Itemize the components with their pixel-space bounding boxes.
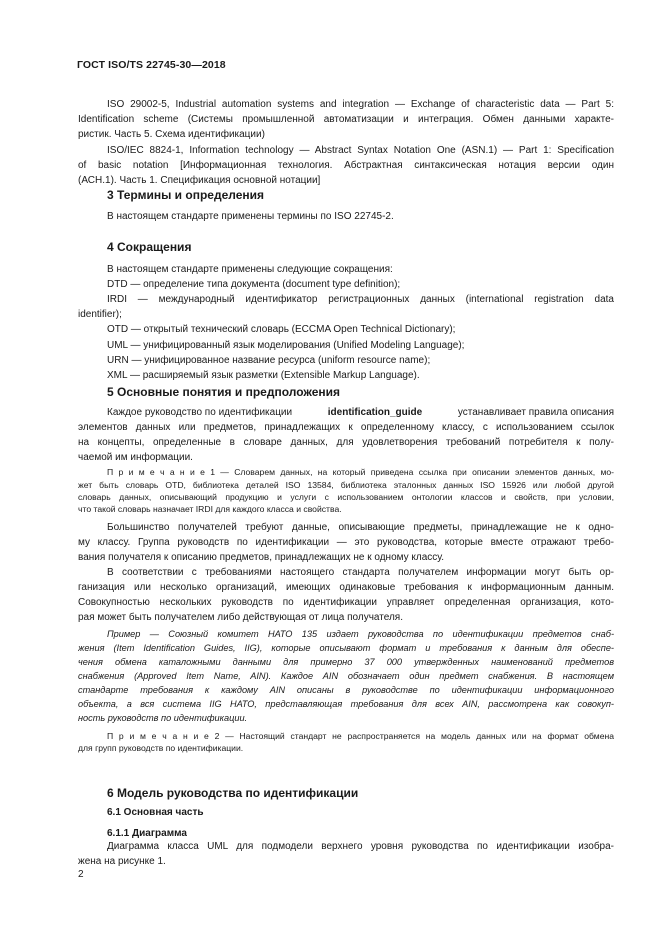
note-2-line: П р и м е ч а н и е 2 — Настоящий стандарт не распространяется на модель данных или на формат обмена [107, 731, 614, 741]
abbreviations-intro: В настоящем стандарте применены следующие сокращения: [107, 264, 393, 275]
reference-line: ристик. Часть 5. Схема идентификации) [78, 129, 265, 140]
section-4-heading: 4 Сокращения [107, 240, 192, 254]
abbreviation-uml: UML — унифицированный язык моделирования (Unified Modeling Language); [107, 340, 465, 351]
paragraph-line: Большинство получателей требуют данные, описывающие предметы, принадлежащие не к одно- [107, 522, 614, 533]
section-3-heading: 3 Термины и определения [107, 188, 265, 202]
reference-line: ISO 29002-5, Industrial automation systems and integration — Exchange of characteristic data — Part 5: [107, 99, 614, 110]
example-line: Пример — Союзный комитет НАТО 135 издает руководства по идентификации предметов снаб- [107, 629, 614, 639]
paragraph-line: вания получателя к описанию предметов, принадлежащих не к одному классу. [78, 552, 445, 563]
paragraph-line: Совокупностью нескольких руководств по идентификации управляет определенная организация, кото- [78, 597, 614, 608]
note-2-line: для групп руководств по идентификации. [78, 743, 244, 753]
paragraph-line: элементов данных или предметов, принадлежащих к определенному классу, с использованием ссылок [78, 422, 614, 433]
section-5-heading: 5 Основные понятия и предположения [107, 385, 341, 399]
document-header: ГОСТ ISO/TS 22745-30—2018 [77, 59, 226, 71]
abbreviation-otd: OTD — открытый технический словарь (ECCMA Open Technical Dictionary); [107, 324, 456, 335]
page-number: 2 [78, 869, 84, 880]
reference-line: of basic notation [Информационная технология. Абстрактная синтаксическая нотация версии один [78, 160, 614, 171]
reference-line: (АСН.1). Часть 1. Спецификация основной нотации] [78, 175, 321, 186]
paragraph-text: Каждое руководство по идентификации [107, 407, 293, 418]
paragraph-line: чаемой им информации. [78, 452, 193, 463]
abbreviation-urn: URN — унифицированное название ресурса (uniform resource name); [107, 355, 431, 366]
paragraph-text: устанавливает правила описания [457, 407, 614, 418]
example-line: ность руководств по идентификации. [78, 713, 248, 723]
paragraph-line: Диаграмма класса UML для подмодели верхнего уровня руководства по идентификации изобра- [107, 841, 614, 852]
note-1-line: жет быть словарь OTD, библиотека деталей ISO 13584, библиотека эталонных данных ISO 15926 или любой другой [78, 480, 614, 490]
paragraph-line [107, 405, 614, 420]
abbreviation-irdi: IRDI — международный идентификатор регистрационных данных (international registration data [107, 294, 614, 305]
term-identification-guide: identification_guide [327, 407, 423, 418]
example-line: чения обмена каталожными данными для примерно 37 000 утвержденных наименований предметов [78, 657, 614, 667]
example-line: снабжения (Approved Item Name, AIN). Каждое AIN обозначает один предмет снабжения. В настоящем [78, 671, 614, 681]
note-1-line: П р и м е ч а н и е 1 — Словарем данных, на который приведена ссылка при описании элементов данных, мо- [107, 467, 614, 477]
paragraph-line: ганизация или несколько организаций, имеющих одинаковые требования к информационным данным. [78, 582, 614, 593]
paragraph-line: на концепты, определенные в словаре данных, для удовлетворения требований потребителя к полу- [78, 437, 614, 448]
abbreviation-irdi-cont: identifier); [78, 309, 122, 320]
paragraph-line: му классу. Группа руководств по идентификации — это руководства, которые вместе отражают требо- [78, 537, 614, 548]
paragraph-line: В соответствии с требованиями настоящего стандарта получателем информации могут быть ор- [107, 567, 614, 578]
example-line: жения (Item Identification Guides, IIG), которые описывают формат и требования к данным для обеспе- [78, 643, 614, 653]
reference-line: Identification scheme (Системы промышленной автоматизации и интеграция. Обмен данными характе- [78, 114, 614, 125]
section-6-heading: 6 Модель руководства по идентификации [107, 786, 359, 800]
reference-line: ISO/IEC 8824-1, Information technology — Abstract Syntax Notation One (ASN.1) — Part 1: Specification [107, 145, 614, 156]
paragraph-line: рая может быть получателем либо действующая от лица получателя. [78, 612, 403, 623]
abbreviation-dtd: DTD — определение типа документа (document type definition); [107, 279, 401, 290]
note-1-line: что такой словарь назначает IRDI для каждого класса и свойства. [78, 504, 342, 514]
section-3-text: В настоящем стандарте применены термины по ISO 22745-2. [107, 211, 394, 222]
example-line: стандарте требования к каждому AIN описаны в руководстве по идентификации информационного [78, 685, 614, 695]
example-line: объекта, а вся система IIG НАТО, представляющая требования для всех AIN, рассмотрена как совокуп- [78, 699, 614, 709]
abbreviation-xml: XML — расширяемый язык разметки (Extensible Markup Language). [107, 370, 420, 381]
paragraph-line: жена на рисунке 1. [78, 856, 166, 867]
subsection-6-1-1-heading: 6.1.1 Диаграмма [107, 828, 187, 839]
subsection-6-1-heading: 6.1 Основная часть [107, 807, 204, 818]
note-1-line: словарь данных, описывающий продукцию и услуги с использованием онтологии классов и свойств, при условии, [78, 492, 614, 502]
